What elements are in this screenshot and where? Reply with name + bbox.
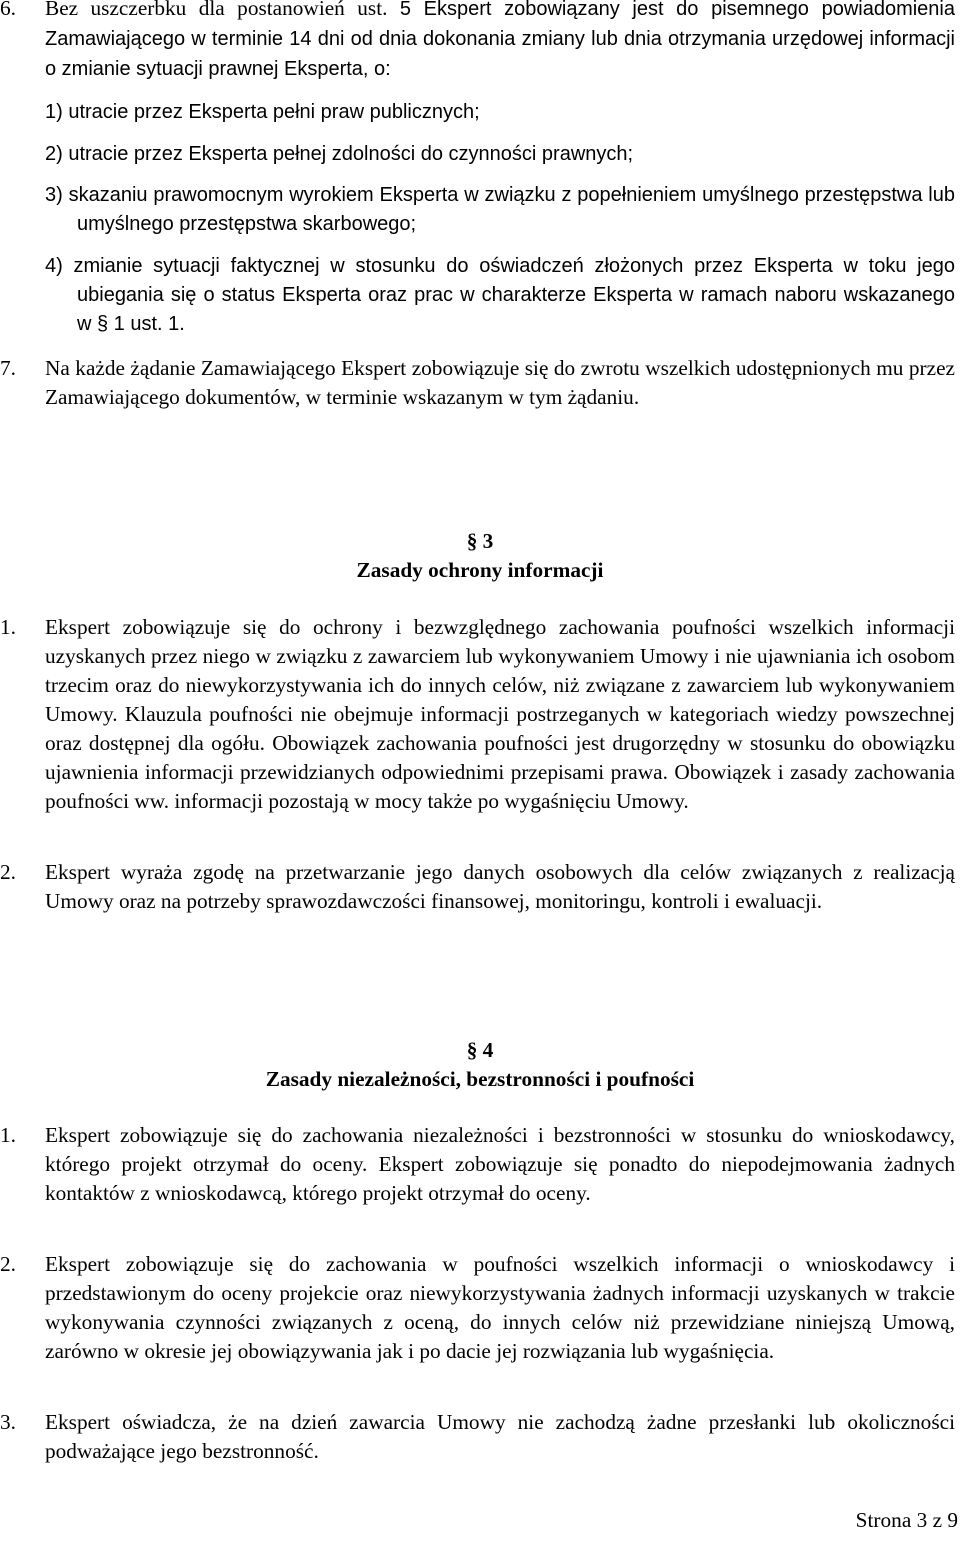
paragraph-text: Ekspert zobowiązuje się do zachowania w poufności wszelkich informacji o wnioskodawcy i przedstawionym do oceny projekcie oraz niewykorzystywania żadnych informacji uzyskanych w trakcie wykonywania czynności związanych z oceną, do innych celów niż przewidziane niniejszą Umową, zarówno w okresie jej obowiązywania jak i po dacie jej rozwiązania lub wygaśnięcia. [45,1252,955,1363]
paragraph-text: Ekspert oświadcza, że na dzień zawarcia Umowy nie zachodzą żadne przesłanki lub okoliczności podważające jego bezstronność. [45,1410,955,1463]
section-title: Zasady niezależności, bezstronności i poufności [265,1067,695,1091]
section-title: Zasady ochrony informacji [356,558,604,582]
list-item: 4) zmianie sytuacji faktycznej w stosunku do oświadczeń złożonych przez Eksperta w toku jego ubiegania się o status Eksperta oraz prac w charakterze Eksperta w ramach naboru wskazanego w § 1 ust. 1. [45,255,955,335]
paragraph-number: 6. [0,0,16,20]
paragraph-number: 1. [0,615,16,639]
paragraph-number: 2. [0,860,16,884]
paragraph-text-sans: 5 Ekspert zobowiązany jest do pisemnego powiadomienia Zamawiającego w terminie 14 dni od dnia dokonania zmiany lub dnia otrzymania urzędowej informacji o zmianie sytuacji prawnej Eksperta, o: [45,0,955,80]
paragraph-text [45,0,955,84]
paragraph-text: Na każde żądanie Zamawiającego Ekspert zobowiązuje się do zwrotu wszelkich udostępnionych mu przez Zamawiającego dokumentów, w terminie wskazanym w tym żądaniu. [45,356,955,409]
list-item: 2) utracie przez Eksperta pełnej zdolności do czynności prawnych; [45,143,634,165]
paragraph-number: 2. [0,1252,16,1276]
paragraph-number: 7. [0,356,16,380]
paragraph-text: Ekspert wyraża zgodę na przetwarzanie jego danych osobowych dla celów związanych z realizacją Umowy oraz na potrzeby sprawozdawczości finansowej, monitoringu, kontroli i ewaluacji. [45,860,955,913]
paragraph-text: Ekspert zobowiązuje się do ochrony i bezwzględnego zachowania poufności wszelkich informacji uzyskanych przez niego w związku z zawarciem lub wykonywaniem Umowy i nie ujawniania ich osobom trzecim oraz do niewykorzystywania ich do innych celów, niż związane z zawarciem lub wykonywaniem Umowy. Klauzula poufności nie obejmuje informacji postrzeganych w kategoriach wiedzy powszechnej oraz dostępnej dla ogółu. Obowiązek zachowania poufności jest drugorzędny w stosunku do obowiązku ujawnienia informacji przewidzianych odpowiednimi przepisami prawa. Obowiązek i zasady zachowania poufności ww. informacji pozostają w mocy także po wygaśnięciu Umowy. [45,615,955,813]
paragraph-number: 1. [0,1123,16,1147]
page-number-footer: Strona 3 z 9 [855,1508,958,1532]
paragraph-number: 3. [0,1410,16,1434]
section-number: § 4 [466,1038,494,1062]
paragraph-text: Ekspert zobowiązuje się do zachowania niezależności i bezstronności w stosunku do wnioskodawcy, którego projekt otrzymał do oceny. Ekspert zobowiązuje się ponadto do niepodejmowania żadnych kontaktów z wnioskodawcą, którego projekt otrzymał do oceny. [45,1123,955,1205]
paragraph-text-serif: Bez uszczerbku dla postanowień ust. [45,0,388,20]
list-item: 1) utracie przez Eksperta pełni praw publicznych; [45,101,480,123]
section-number: § 3 [466,529,494,553]
list-item: 3) skazaniu prawomocnym wyrokiem Eksperta w związku z popełnieniem umyślnego przestępstwa lub umyślnego przestępstwa skarbowego; [45,184,955,235]
